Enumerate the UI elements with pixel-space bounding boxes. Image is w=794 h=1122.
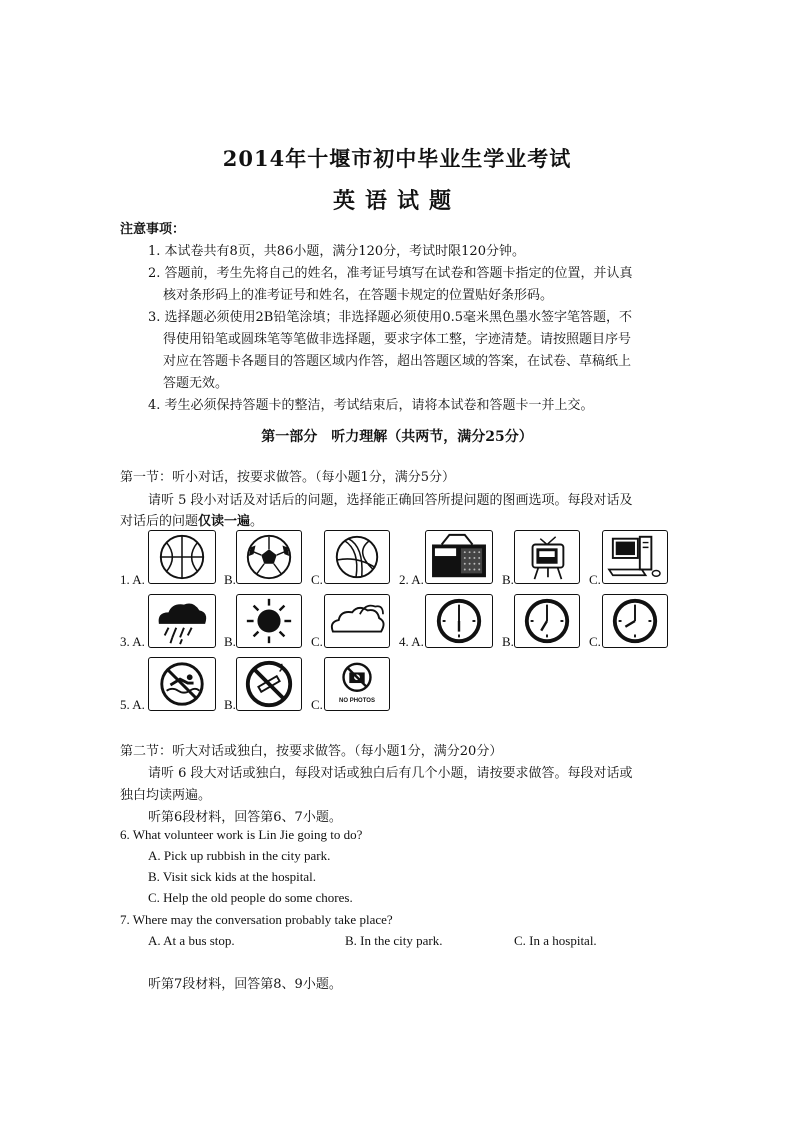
question-7-option-a: A. At a bus stop.: [148, 933, 235, 948]
option-label: C.: [589, 634, 601, 649]
television-icon: [514, 530, 580, 584]
no-swimming-icon: [148, 657, 216, 711]
volleyball-icon: [324, 530, 390, 584]
notice-line: 答题无效。: [163, 376, 229, 391]
option-label: B.: [502, 572, 514, 587]
exam-title: 2014年十堰市初中毕业生学业考试: [222, 146, 572, 171]
no-smoking-icon: [236, 657, 302, 711]
option-label: B.: [224, 697, 236, 712]
option-label: 5. A.: [120, 697, 145, 712]
section1-heading: 第一节：听小对话，按要求做答。（每小题1分，满分5分）: [120, 470, 456, 485]
material-7-note: 听第7段材料，回答第8、9小题。: [148, 977, 342, 992]
option-label: C.: [311, 697, 323, 712]
no-photos-label: NO PHOTOS: [339, 698, 375, 704]
option-label: C.: [311, 634, 323, 649]
no-photos-icon: [324, 657, 390, 711]
notice-heading: 注意事项：: [120, 222, 186, 237]
notice-line: 2. 答题前，考生先将自己的姓名，准考证号填写在试卷和答题卡指定的位置，并认真: [148, 266, 633, 281]
option-label: B.: [224, 634, 236, 649]
option-label: 4. A.: [399, 634, 424, 649]
clock-seven-icon: [514, 594, 580, 648]
option-label: 3. A.: [120, 634, 145, 649]
notice-line: 核对条形码上的准考证号和姓名，在答题卡规定的位置贴好条形码。: [163, 288, 554, 303]
cloudy-icon: [324, 594, 390, 648]
exam-subtitle: 英语试题: [332, 188, 461, 214]
option-label: 2. A.: [399, 572, 424, 587]
sun-icon: [236, 594, 302, 648]
basketball-icon: [148, 530, 216, 584]
option-label: B.: [224, 572, 236, 587]
notice-line: 3. 选择题必须使用2B铅笔涂填；非选择题必须使用0.5毫米黑色墨水签字笔答题，不: [148, 310, 633, 325]
question-6: 6. What volunteer work is Lin Jie going to do?: [120, 827, 363, 842]
radio-icon: [425, 530, 493, 584]
section2-heading: 第二节：听大对话或独白，按要求做答。（每小题1分，满分20分）: [120, 744, 503, 759]
notice-line: 1. 本试卷共有8页，共86小题，满分120分，考试时限120分钟。: [148, 244, 525, 259]
question-6-option-c: C. Help the old people do some chores.: [148, 890, 353, 905]
read-once-emphasis: 仅读一遍: [198, 514, 251, 529]
question-7-option-c: C. In a hospital.: [514, 933, 597, 948]
section1-instruction-cont: 对话后的问题仅读一遍。: [120, 514, 264, 529]
option-label: C.: [589, 572, 601, 587]
section2-instruction: 请听 6 段大对话或独白，每段对话或独白后有几个小题，请按要求做答。每段对话或: [148, 766, 633, 781]
rain-cloud-icon: [148, 594, 216, 648]
soccer-ball-icon: [236, 530, 302, 584]
option-label: 1. A.: [120, 572, 145, 587]
question-6-option-b: B. Visit sick kids at the hospital.: [148, 869, 316, 884]
question-7: 7. Where may the conversation probably take place?: [120, 912, 393, 927]
notice-line: 对应在答题卡各题目的答题区域内作答，超出答题区域的答案，在试卷、草稿纸上: [163, 354, 632, 369]
notice-line: 得使用铅笔或圆珠笔等笔做非选择题，要求字体工整，字迹清楚。请按照题目序号: [163, 332, 632, 347]
notice-line: 4. 考生必须保持答题卡的整洁，考试结束后，请将本试卷和答题卡一并上交。: [148, 398, 594, 413]
computer-icon: [602, 530, 668, 584]
section1-instruction: 请听 5 段小对话及对话后的问题，选择能正确回答所提问题的图画选项。每段对话及: [148, 493, 633, 508]
question-7-option-b: B. In the city park.: [345, 933, 443, 948]
section2-instruction-cont: 独白均读两遍。: [120, 788, 212, 803]
part1-heading: 第一部分 听力理解（共两节，满分25分）: [261, 429, 533, 445]
question-6-option-a: A. Pick up rubbish in the city park.: [148, 848, 331, 863]
option-label: C.: [311, 572, 323, 587]
option-label: B.: [502, 634, 514, 649]
material-6-note: 听第6段材料，回答第6、7小题。: [148, 810, 342, 825]
clock-six-icon: [425, 594, 493, 648]
clock-eight-icon: [602, 594, 668, 648]
